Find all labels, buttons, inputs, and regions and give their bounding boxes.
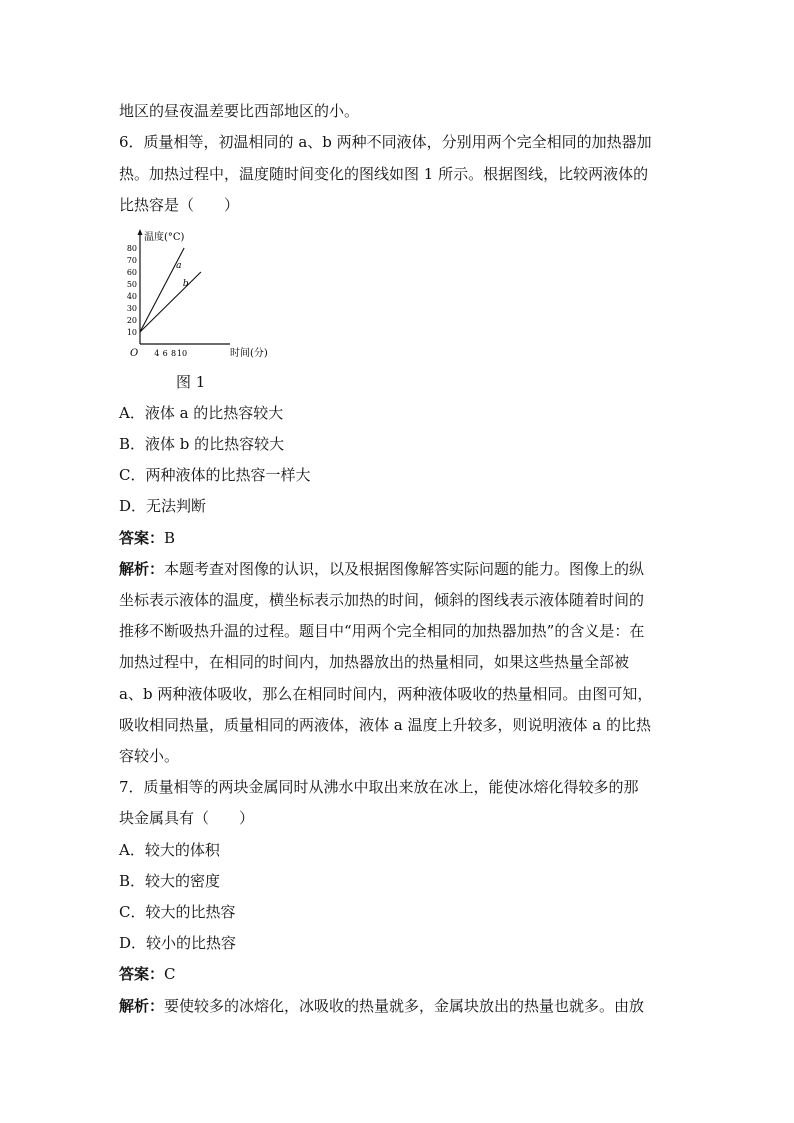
answer-label: 答案： [119, 965, 165, 983]
y-tick-labels [127, 244, 137, 337]
y-axis-arrow [138, 229, 143, 235]
y-tick-label: 20 [126, 316, 137, 325]
answer-7 [119, 964, 176, 984]
series-line-b [140, 272, 201, 332]
answer-label: 答案： [119, 529, 165, 547]
option-C: C．两种液体的比热容一样大 [119, 466, 311, 484]
question-6-line-1: 6．质量相等，初温相同的 a、b 两种不同液体，分别用两个完全相同的加热器加 [119, 133, 652, 151]
series-label-a: a [176, 261, 182, 271]
explanation-6-line-7: 容较小。 [119, 747, 180, 765]
option-D: D．较小的比热容 [119, 934, 237, 952]
explanation-text: 本题考查对图像的认识，以及根据图像解答实际问题的能力。图像上的纵 [164, 560, 645, 578]
series-label-b: b [182, 279, 189, 289]
option-B: B．液体 b 的比热容较大 [119, 435, 285, 453]
temperature-time-chart [126, 226, 286, 364]
y-tick-label: 40 [126, 292, 137, 301]
answer-value: B [164, 529, 176, 547]
explanation-6-line-1 [119, 559, 644, 579]
option-B: B．较大的密度 [119, 872, 221, 890]
question-6-line-2: 热。加热过程中，温度随时间变化的图线如图 1 所示。根据图线，比较两液体的 [119, 165, 649, 183]
origin-label: O [130, 348, 139, 359]
figure-caption: 图 1 [176, 373, 206, 391]
text-line: 地区的昼夜温差要比西部地区的小。 [119, 102, 360, 120]
x-axis-label: 时间(分) [230, 348, 268, 359]
explanation-6-line-3: 推移不断吸热升温的过程。题目中“用两个完全相同的加热器加热”的含义是：在 [119, 622, 645, 640]
question-7-line-1: 7．质量相等的两块金属同时从沸水中取出来放在冰上，能使冰熔化得较多的那 [119, 778, 639, 796]
option-A: A．较大的体积 [119, 841, 220, 859]
question-6-line-3: 比热容是（ ） [119, 196, 240, 214]
y-tick-label: 30 [126, 304, 137, 313]
y-tick-label: 60 [126, 268, 137, 277]
explanation-label: 解析： [119, 997, 165, 1015]
explanation-7-line-1 [119, 996, 644, 1016]
x-tick-label: 8 [171, 349, 177, 358]
explanation-text: 要使较多的冰熔化，冰吸收的热量就多，金属块放出的热量也就多。由放 [164, 997, 645, 1015]
data-lines [140, 248, 201, 332]
x-tick-label: 6 [162, 349, 168, 358]
option-D: D．无法判断 [119, 497, 207, 515]
question-7-line-2: 块金属具有（ ） [119, 809, 255, 827]
y-tick-label: 80 [126, 244, 137, 253]
answer-value: C [164, 965, 176, 983]
x-tick-label: 10 [176, 349, 188, 358]
answer-6 [119, 528, 175, 548]
option-C: C．较大的比热容 [119, 903, 236, 921]
y-tick-label: 70 [126, 256, 137, 265]
explanation-6-line-4: 加热过程中，在相同的时间内，加热器放出的热量相同，如果这些热量全部被 [119, 653, 630, 671]
y-tick-label: 50 [126, 280, 137, 289]
explanation-6-line-5: a、b 两种液体吸收，那么在相同时间内，两种液体吸收的热量相同。由图可知， [119, 685, 653, 703]
explanation-label: 解析： [119, 560, 165, 578]
x-tick-labels [154, 349, 187, 358]
y-tick-label: 10 [126, 328, 137, 337]
y-axis-label: 温度(°C) [144, 232, 185, 243]
explanation-6-line-6: 吸收相同热量，质量相同的两液体，液体 a 温度上升较多，则说明液体 a 的比热 [119, 716, 651, 734]
x-tick-label: 4 [154, 349, 160, 358]
explanation-6-line-2: 坐标表示液体的温度，横坐标表示加热的时间，倾斜的图线表示液体随着时间的 [119, 591, 645, 609]
option-A: A．液体 a 的比热容较大 [119, 404, 284, 422]
